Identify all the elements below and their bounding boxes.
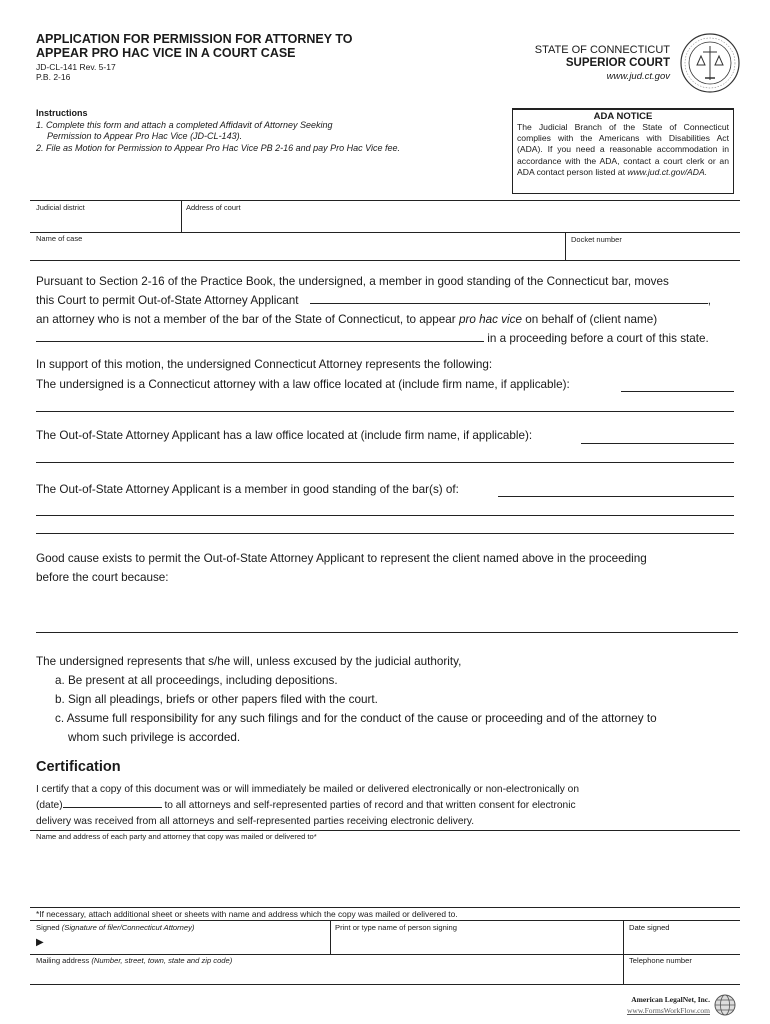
state-name: STATE OF CONNECTICUT: [534, 44, 670, 56]
motion-paragraph: [36, 272, 736, 348]
court-address-label: Address of court: [186, 203, 241, 212]
date-prefix: (date): [36, 800, 63, 811]
motion-line-3: [36, 310, 736, 329]
certification-heading: Certification: [36, 759, 121, 775]
divider: [30, 200, 740, 201]
pro-hac-vice-text: pro hac vice: [458, 313, 522, 326]
practice-book-ref: P.B. 2-16: [36, 72, 71, 82]
motion-line-4: [36, 329, 736, 348]
names-addresses-field[interactable]: [32, 843, 736, 905]
divider: [30, 954, 740, 955]
good-cause-line-2: before the court because:: [36, 571, 169, 584]
undertaking-a: a. Be present at all proceedings, including depositions.: [55, 674, 338, 687]
ada-notice: [512, 108, 734, 194]
case-name-label: Name of case: [36, 234, 83, 243]
motion-text: on behalf of (client name): [521, 313, 658, 326]
instructions: [36, 108, 496, 154]
ada-heading: ADA NOTICE: [593, 111, 653, 122]
motion-text: an attorney who is not a member of the bar of the State of Connecticut, to appear: [36, 313, 459, 326]
mailing-hint: (Number, street, town, state and zip code): [91, 956, 233, 965]
ct-attorney-label: The undersigned is a Connecticut attorney with a law office located at (include firm name, if applicable):: [36, 378, 570, 391]
signed-label: [36, 923, 194, 932]
court-heading: [535, 44, 670, 83]
date-signed-field[interactable]: [627, 933, 735, 952]
mailing-address-field[interactable]: [36, 966, 620, 983]
court-address-field[interactable]: [184, 212, 736, 230]
telephone-label: Telephone number: [629, 956, 692, 965]
good-cause-paragraph: [36, 549, 736, 587]
instruction-2: 2. File as Motion for Permission to Appear Pro Hac Vice PB 2-16 and pay Pro Hac Vice fee.: [36, 142, 401, 153]
divider: [565, 232, 566, 260]
publisher-link[interactable]: www.FormsWorkFlow.com: [626, 1006, 710, 1015]
date-signed-label: Date signed: [629, 923, 670, 932]
certification-text-cont: to all attorneys and self-represented parties of record and that written consent for electronic: [161, 800, 576, 811]
state-seal-icon: [679, 32, 741, 94]
ct-attorney-field-line-2[interactable]: [36, 411, 734, 412]
court-url: www.jud.ct.gov: [606, 71, 670, 82]
motion-line-1: Pursuant to Section 2-16 of the Practice Book, the undersigned, a member in good standing of the Connecticut bar, moves: [36, 275, 669, 288]
certification-text: [36, 782, 738, 830]
court-name: SUPERIOR COURT: [565, 57, 670, 69]
ada-text: The Judicial Branch of the State of Connecticut complies with the Americans with Disabilities Act (ADA). If you need a reasonable accommodation in accordance with the ADA, contact a court clerk or an ADA contact person listed at: [517, 122, 729, 177]
ada-link[interactable]: www.jud.ct.gov/ADA.: [627, 166, 708, 177]
divider: [30, 830, 740, 831]
instruction-1-cont: Permission to Appear Pro Hac Vice (JD-CL-143).: [47, 131, 243, 141]
undertaking-c-cont: whom such privilege is accorded.: [68, 731, 241, 744]
case-name-field[interactable]: [32, 243, 562, 259]
certification-line-3: delivery was received from all attorneys and self-represented parties receiving electronic delivery.: [36, 816, 475, 827]
divider: [30, 984, 740, 985]
names-addresses-label: Name and address of each party and attorney that copy was mailed or delivered to*: [36, 832, 317, 841]
oos-bar-field-line-3[interactable]: [36, 533, 734, 534]
divider: [330, 920, 331, 954]
motion-line-2: this Court to permit Out-of-State Attorney Applicant ,: [36, 294, 711, 307]
undertaking-b: b. Sign all pleadings, briefs or other papers filed with the court.: [55, 693, 378, 706]
divider: [30, 920, 740, 921]
divider: [623, 920, 624, 984]
oos-bar-label: The Out-of-State Attorney Applicant is a member in good standing of the bar(s) of:: [36, 483, 459, 496]
client-name-field[interactable]: [36, 330, 484, 342]
undertakings: [36, 652, 736, 747]
telephone-field[interactable]: [627, 966, 735, 983]
footnote: *If necessary, attach additional sheet or sheets with name and address which the copy was mailed or delivered to.: [36, 909, 458, 919]
good-cause-line-1: Good cause exists to permit the Out-of-State Attorney Applicant to represent the client named above in the proceeding: [36, 552, 647, 565]
oos-office-label: The Out-of-State Attorney Applicant has a law office located at (include firm name, if applicable):: [36, 429, 533, 442]
motion-applicant-text: this Court to permit Out-of-State Attorney Applicant: [36, 294, 299, 307]
instructions-heading: Instructions: [36, 108, 88, 118]
print-name-label: Print or type name of person signing: [335, 923, 457, 932]
oos-bar-field-line-2[interactable]: [36, 515, 734, 516]
signed-text: Signed: [36, 923, 60, 932]
form-number: JD-CL-141 Rev. 5-17: [36, 62, 116, 72]
certification-line-1: I certify that a copy of this document was or will immediately be mailed or delivered electronically or non-electronically on: [36, 784, 580, 795]
ct-attorney-field[interactable]: [621, 391, 734, 392]
mailing-address-label: [36, 956, 232, 965]
divider: [30, 907, 740, 908]
print-name-field[interactable]: [334, 933, 620, 952]
good-cause-field[interactable]: [36, 632, 738, 633]
publisher-name: American LegalNet, Inc.: [631, 995, 710, 1004]
oos-office-field[interactable]: [581, 443, 734, 444]
certification-date-field[interactable]: [63, 798, 162, 808]
docket-number-field[interactable]: [568, 243, 736, 259]
undertaking-c: c. Assume full responsibility for any such filings and for the conduct of the cause or proceeding and of the attorney to: [55, 712, 657, 725]
undertakings-intro: The undersigned represents that s/he will, unless excused by the judicial authority,: [36, 655, 462, 668]
divider: [181, 200, 182, 232]
form-title: APPLICATION FOR PERMISSION FOR ATTORNEY TO APPEAR PRO HAC VICE IN A COURT CASE: [36, 32, 353, 60]
certification-line-2: [36, 798, 738, 814]
docket-number-label: Docket number: [571, 235, 622, 244]
judicial-district-label: Judicial district: [36, 203, 85, 212]
signed-hint: (Signature of filer/Connecticut Attorney): [61, 923, 195, 932]
globe-logo-icon: [714, 994, 736, 1016]
motion-proceeding-text: in a proceeding before a court of this state.: [487, 332, 709, 345]
judicial-district-field[interactable]: [32, 212, 178, 230]
signature-field[interactable]: [50, 933, 326, 952]
divider: [30, 260, 740, 261]
oos-office-field-line-2[interactable]: [36, 462, 734, 463]
mailing-text: Mailing address: [36, 956, 90, 965]
applicant-name-field[interactable]: [310, 292, 708, 304]
instruction-1: 1. Complete this form and attach a completed Affidavit of Attorney Seeking: [36, 119, 333, 130]
support-statement: In support of this motion, the undersigned Connecticut Attorney represents the following:: [36, 358, 493, 371]
oos-bar-field[interactable]: [498, 496, 734, 497]
divider: [30, 232, 740, 233]
signature-arrow-icon: ▶: [36, 937, 44, 948]
